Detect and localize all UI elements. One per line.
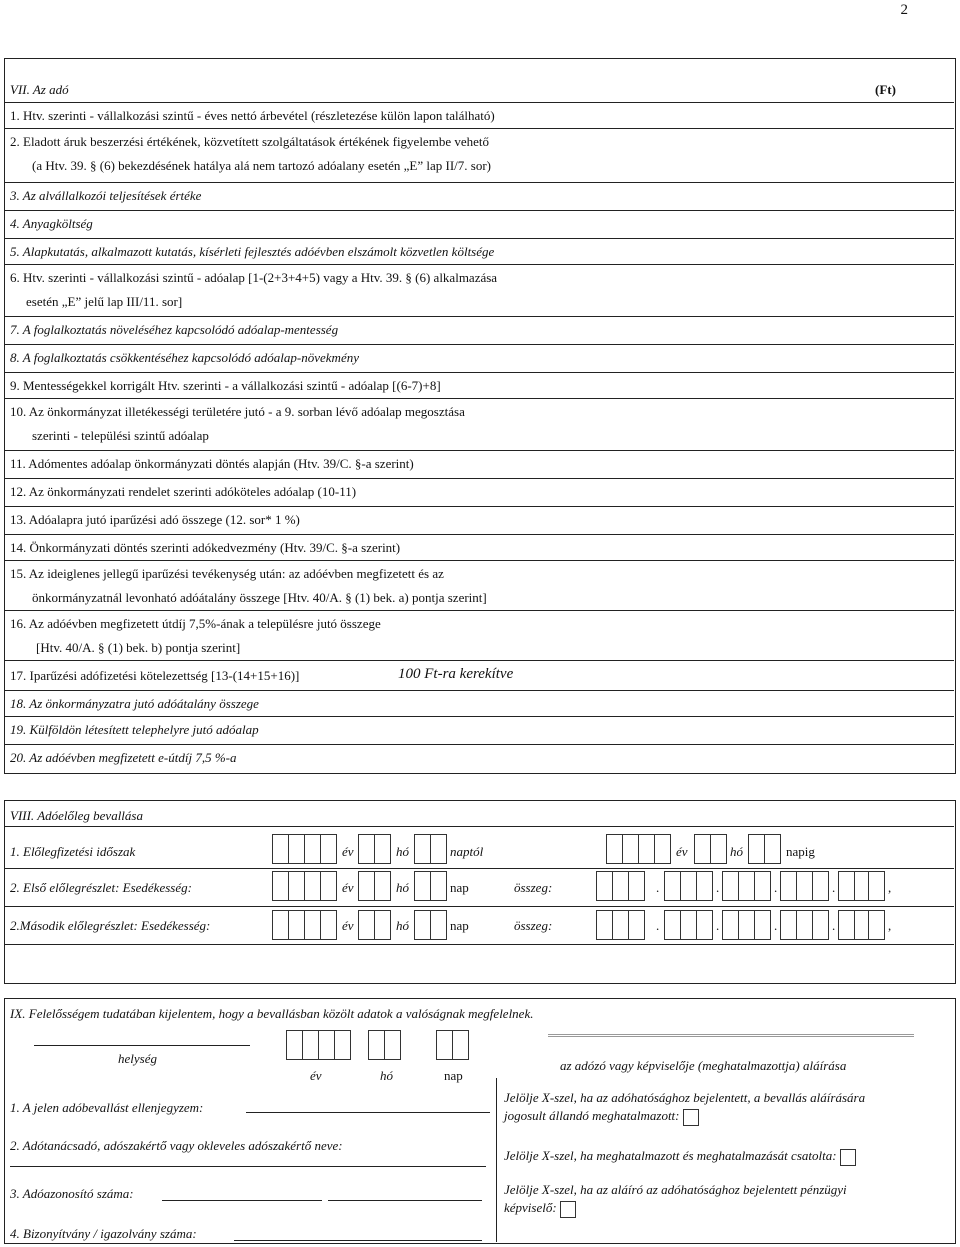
row-3: 3. Az alvállalkozói teljesítések értéke	[10, 188, 202, 203]
period-from-day-1[interactable]	[414, 834, 431, 864]
first-due-year-2[interactable]	[288, 871, 305, 901]
row-10a: 10. Az önkormányzat illetékességi területére jutó - a 9. sorban lévő adóalap megosztása	[10, 404, 465, 419]
financial-rep-text-1: Jelölje X-szel, ha az aláíró az adóhatósághoz bejelentett pénzügyi	[504, 1182, 847, 1197]
first-amount-5[interactable]	[680, 871, 697, 901]
first-amount-4[interactable]	[664, 871, 681, 901]
thousand-separator: .	[656, 880, 660, 895]
second-amount-10[interactable]	[780, 910, 797, 940]
row-9: 9. Mentességekkel korrigált Htv. szerinti - a vállalkozási szintű - adóalap [(6-7)+8]	[10, 378, 441, 393]
rounding-note: 100 Ft-ra kerekítve	[398, 666, 514, 682]
first-amount-11[interactable]	[796, 871, 813, 901]
nap-label: nap	[450, 880, 469, 895]
period-to-day-1[interactable]	[748, 834, 765, 864]
first-due-day-2[interactable]	[430, 871, 447, 901]
row-1: 1. Htv. szerinti - vállalkozási szintű - éves nettó árbevétel (részletezése külön lapon található)	[10, 108, 495, 123]
row-16a: 16. Az adóévben megfizetett útdíj 7,5%-ának a településre jutó összege	[10, 616, 381, 631]
second-due-month-1[interactable]	[358, 910, 375, 940]
sign-year-3[interactable]	[318, 1030, 335, 1060]
advisor-name-label: 2. Adótanácsadó, adószakértő vagy okleveles adószakértő neve:	[10, 1138, 343, 1153]
period-from-month-1[interactable]	[358, 834, 375, 864]
row-4: 4. Anyagköltség	[10, 216, 93, 231]
first-amount-6[interactable]	[696, 871, 713, 901]
second-due-year-1[interactable]	[272, 910, 289, 940]
second-amount-5[interactable]	[680, 910, 697, 940]
section-8-title: VIII. Adóelőleg bevallása	[10, 808, 143, 823]
first-amount-12[interactable]	[812, 871, 829, 901]
first-amount-13[interactable]	[838, 871, 855, 901]
sign-day-2[interactable]	[452, 1030, 469, 1060]
first-amount-10[interactable]	[780, 871, 797, 901]
naptol-label: naptól	[450, 844, 484, 859]
thousand-separator: .	[774, 880, 778, 895]
thousand-separator: .	[832, 918, 836, 933]
second-amount-1[interactable]	[596, 910, 613, 940]
period-from-year-1[interactable]	[272, 834, 289, 864]
second-amount-13[interactable]	[838, 910, 855, 940]
sign-month-1[interactable]	[368, 1030, 385, 1060]
row-19: 19. Külföldön létesített telephelyre jutó adóalap	[10, 722, 259, 737]
first-amount-1[interactable]	[596, 871, 613, 901]
advisor-name-line[interactable]	[10, 1166, 486, 1167]
first-due-year-4[interactable]	[320, 871, 337, 901]
second-amount-15[interactable]	[868, 910, 885, 940]
row-15a: 15. Az ideiglenes jellegű iparűzési tevékenység után: az adóévben megfizetett és az	[10, 566, 444, 581]
first-amount-3[interactable]	[628, 871, 645, 901]
ho-label: hó	[380, 1068, 393, 1083]
row-5: 5. Alapkutatás, alkalmazott kutatás, kísérleti fejlesztés adóévben elszámolt közvetlen költsége	[10, 244, 495, 259]
row-17: 17. Iparűzési adófizetési kötelezettség [13-(14+15+16)]	[10, 668, 300, 683]
helyseg-label: helység	[118, 1051, 157, 1066]
decimal-comma: ,	[888, 880, 892, 895]
thousand-separator: .	[774, 918, 778, 933]
ev-label: év	[676, 844, 688, 859]
row-7: 7. A foglalkoztatás növeléséhez kapcsolódó adóalap-mentesség	[10, 322, 339, 337]
first-due-year-1[interactable]	[272, 871, 289, 901]
ev-label: év	[342, 918, 354, 933]
row-2b: (a Htv. 39. § (6) bekezdésének hatálya alá nem tartozó adóalany esetén „E” lap II/7. sor)	[32, 158, 492, 173]
period-to-day-2[interactable]	[764, 834, 781, 864]
first-due-month-2[interactable]	[374, 871, 391, 901]
period-from-month-2[interactable]	[374, 834, 391, 864]
row-15b: önkormányzatnál levonható adóátalány összege [Htv. 40/A. § (1) bek. a) pontja szerint]	[32, 590, 487, 605]
proxy-attached-text: Jelölje X-szel, ha meghatalmazott és meghatalmazását csatolta:	[504, 1148, 837, 1163]
sign-year-2[interactable]	[302, 1030, 319, 1060]
row-10b: szerinti - települési szintű adóalap	[32, 428, 209, 443]
first-amount-8[interactable]	[738, 871, 755, 901]
osszeg-label: összeg:	[514, 880, 553, 895]
second-amount-7[interactable]	[722, 910, 739, 940]
ho-label: hó	[396, 844, 409, 859]
ho-label: hó	[396, 880, 409, 895]
period-to-month-2[interactable]	[710, 834, 727, 864]
permanent-proxy-checkbox[interactable]	[683, 1109, 699, 1126]
section-7-title: VII. Az adó	[10, 82, 69, 97]
thousand-separator: .	[716, 880, 720, 895]
second-due-month-2[interactable]	[374, 910, 391, 940]
tax-id-line-2[interactable]	[328, 1200, 482, 1201]
tax-id-label: 3. Adóazonosító száma:	[10, 1186, 134, 1201]
period-to-month-1[interactable]	[694, 834, 711, 864]
second-due-year-4[interactable]	[320, 910, 337, 940]
osszeg-label: összeg:	[514, 918, 553, 933]
first-due-month-1[interactable]	[358, 871, 375, 901]
row-11: 11. Adómentes adóalap önkormányzati döntés alapján (Htv. 39/C. §-a szerint)	[10, 456, 414, 471]
row-20: 20. Az adóévben megfizetett e-útdíj 7,5 %-a	[10, 750, 237, 765]
second-amount-8[interactable]	[738, 910, 755, 940]
second-amount-9[interactable]	[754, 910, 771, 940]
period-from-year-3[interactable]	[304, 834, 321, 864]
row-16b: [Htv. 40/A. § (1) bek. b) pontja szerint]	[36, 640, 241, 655]
ev-label: év	[310, 1068, 322, 1083]
period-from-year-2[interactable]	[288, 834, 305, 864]
nap-label: nap	[444, 1068, 463, 1083]
financial-rep-text-2: képviselő:	[504, 1200, 557, 1215]
period-label: 1. Előlegfizetési időszak	[10, 844, 136, 859]
certificate-label: 4. Bizonyítvány / igazolvány száma:	[10, 1226, 197, 1241]
first-amount-2[interactable]	[612, 871, 629, 901]
second-due-day-2[interactable]	[430, 910, 447, 940]
sign-month-2[interactable]	[384, 1030, 401, 1060]
first-amount-15[interactable]	[868, 871, 885, 901]
second-amount-3[interactable]	[628, 910, 645, 940]
second-due-year-3[interactable]	[304, 910, 321, 940]
signature-line[interactable]	[548, 1034, 914, 1037]
countersign-line[interactable]	[246, 1112, 490, 1113]
signature-label: az adózó vagy képviselője (meghatalmazottja) aláírása	[560, 1058, 847, 1073]
thousand-separator: .	[832, 880, 836, 895]
second-amount-4[interactable]	[664, 910, 681, 940]
row-14: 14. Önkormányzati döntés szerinti adókedvezmény (Htv. 39/C. §-a szerint)	[10, 540, 401, 555]
nap-label: nap	[450, 918, 469, 933]
sign-day-1[interactable]	[436, 1030, 453, 1060]
certificate-line[interactable]	[234, 1240, 482, 1241]
section-9-title: IX. Felelősségem tudatában kijelentem, hogy a bevallásban közölt adatok a valóságnak megfelelnek.	[10, 1006, 534, 1021]
thousand-separator: .	[656, 918, 660, 933]
proxy-attached-checkbox[interactable]	[840, 1149, 856, 1166]
tax-id-line-1[interactable]	[162, 1200, 322, 1201]
napig-label: napig	[786, 844, 815, 859]
row-18: 18. Az önkormányzatra jutó adóátalány összege	[10, 696, 259, 711]
ev-label: év	[342, 844, 354, 859]
thousand-separator: .	[716, 918, 720, 933]
row-2a: 2. Eladott áruk beszerzési értékének, közvetített szolgáltatások értékének figyelembe vehető	[10, 134, 489, 149]
second-due-year-2[interactable]	[288, 910, 305, 940]
unit-label: (Ft)	[875, 82, 896, 97]
first-amount-9[interactable]	[754, 871, 771, 901]
countersign-label: 1. A jelen adóbevallást ellenjegyzem:	[10, 1100, 204, 1115]
first-due-year-3[interactable]	[304, 871, 321, 901]
period-to-year-3[interactable]	[638, 834, 655, 864]
row-6a: 6. Htv. szerinti - vállalkozási szintű - adóalap [1-(2+3+4+5) vagy a Htv. 39. § (6) alkalmazása	[10, 270, 498, 285]
period-from-year-4[interactable]	[320, 834, 337, 864]
permanent-proxy-text-2: jogosult állandó meghatalmazott:	[504, 1108, 680, 1123]
page-number: 2	[900, 2, 908, 18]
first-due-day-1[interactable]	[414, 871, 431, 901]
row-13: 13. Adóalapra jutó iparűzési adó összege (12. sor* 1 %)	[10, 512, 300, 527]
ho-label: hó	[396, 918, 409, 933]
row-6b: esetén „E” jelű lap III/11. sor]	[26, 294, 183, 309]
period-from-day-2[interactable]	[430, 834, 447, 864]
row-8: 8. A foglalkoztatás csökkentéséhez kapcsolódó adóalap-növekmény	[10, 350, 359, 365]
second-amount-11[interactable]	[796, 910, 813, 940]
sign-year-4[interactable]	[334, 1030, 351, 1060]
second-due-day-1[interactable]	[414, 910, 431, 940]
second-installment-label: 2.Második előlegrészlet: Esedékesség:	[10, 918, 211, 933]
period-to-year-1[interactable]	[606, 834, 623, 864]
ho-label: hó	[730, 844, 743, 859]
ev-label: év	[342, 880, 354, 895]
first-installment-label: 2. Első előlegrészlet: Esedékesség:	[10, 880, 192, 895]
period-to-year-2[interactable]	[622, 834, 639, 864]
permanent-proxy-text-1: Jelölje X-szel, ha az adóhatósághoz bejelentett, a bevallás aláírására	[504, 1090, 866, 1105]
second-amount-12[interactable]	[812, 910, 829, 940]
first-amount-7[interactable]	[722, 871, 739, 901]
period-to-year-4[interactable]	[654, 834, 671, 864]
decimal-comma: ,	[888, 918, 892, 933]
sign-year-1[interactable]	[286, 1030, 303, 1060]
second-amount-2[interactable]	[612, 910, 629, 940]
financial-rep-checkbox[interactable]	[560, 1201, 576, 1218]
row-12: 12. Az önkormányzati rendelet szerinti adóköteles adóalap (10-11)	[10, 484, 357, 499]
second-amount-6[interactable]	[696, 910, 713, 940]
